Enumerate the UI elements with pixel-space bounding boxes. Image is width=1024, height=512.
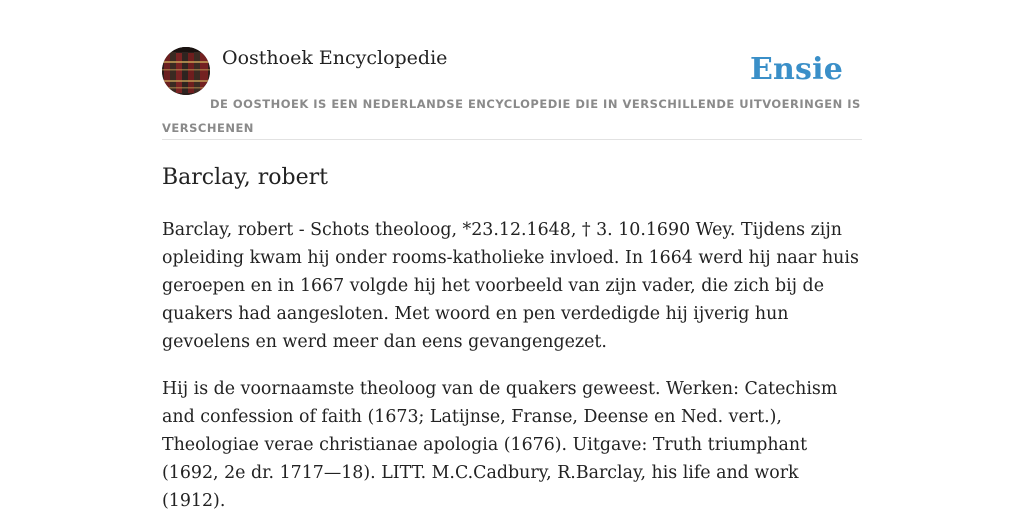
article-title: Barclay, robert — [162, 165, 328, 190]
header-divider — [162, 139, 862, 140]
brand-logo[interactable]: Ensie — [749, 52, 843, 87]
article-body — [162, 216, 862, 512]
site-header — [162, 46, 862, 140]
site-title[interactable]: Oosthoek Encyclopedie — [222, 47, 448, 69]
site-tagline: DE OOSTHOEK IS EEN NEDERLANDSE ENCYCLOPEDIE DIE IN VERSCHILLENDE UITVOERINGEN IS VERSCHENEN — [162, 97, 861, 135]
book-spines-icon[interactable] — [162, 47, 210, 95]
article-paragraph: Barclay, robert - Schots theoloog, *23.12.1648, † 3. 10.1690 Wey. Tijdens zijn opleiding kwam hij onder rooms-katholieke invloed. In 1664 werd hij naar huis geroepen en in 1667 volgde hij het voorbeeld van zijn vader, die zich bij de quakers had aangesloten. Met woord en pen verdedigde hij ijverig hun gevoelens en werd meer dan eens gevangengezet. — [162, 220, 859, 352]
article-paragraph: Hij is de voornaamste theoloog van de quakers geweest. Werken: Catechism and confession of faith (1673; Latijnse, Franse, Deense en Ned. vert.), Theologiae verae christianae apologia (1676). Uitgave: Truth triumphant (1692, 2e dr. 1717—18). LITT. M.C.Cadbury, R.Barclay, his life and work (1912). — [162, 379, 838, 511]
